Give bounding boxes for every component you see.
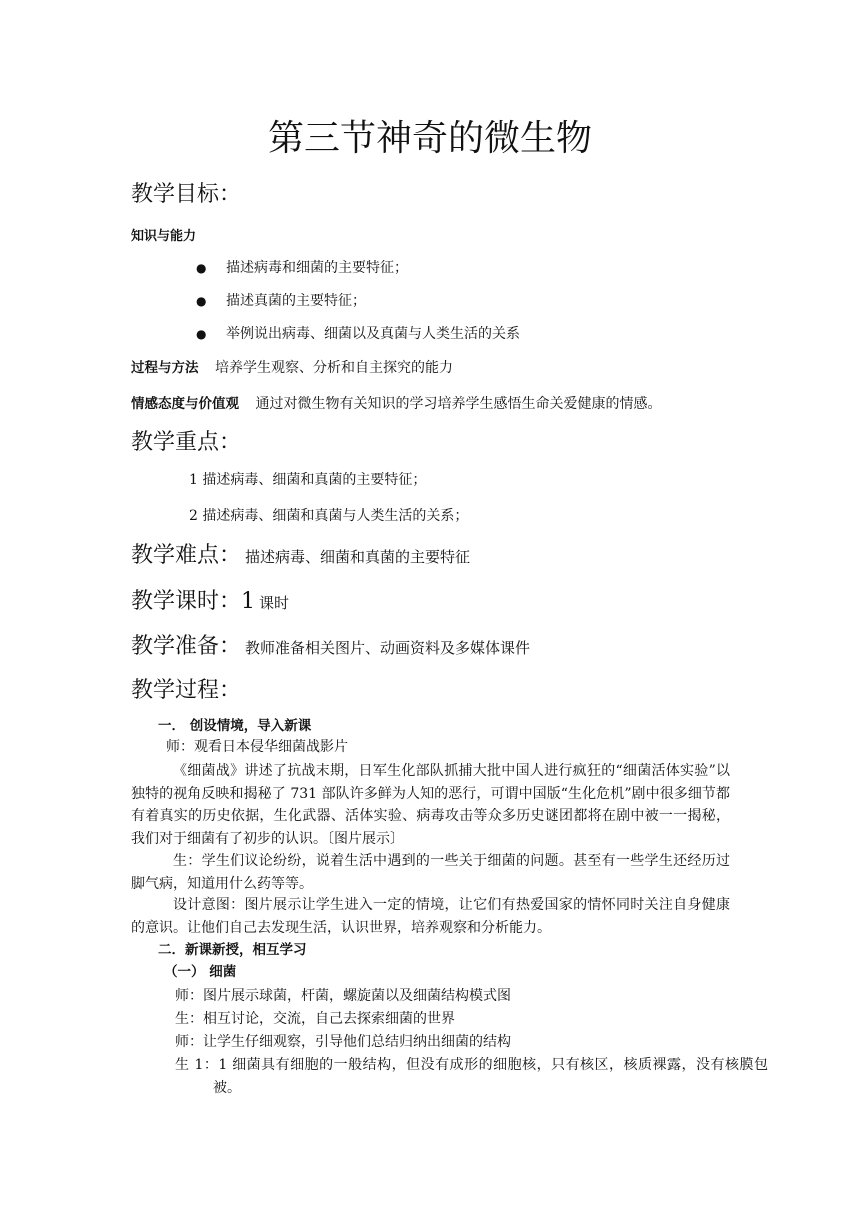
process-label: 过程与方法	[131, 360, 199, 376]
bullet-dot-icon: ●	[196, 327, 207, 341]
bullet-item: ● 描述真菌的主要特征；	[196, 290, 366, 312]
bullet-item: ● 举例说出病毒、细菌以及真菌与人类生活的关系	[196, 323, 520, 345]
difficulty-line	[131, 541, 470, 572]
attitude-text: 通过对微生物有关知识的学习培养学生感悟生命关爱健康的情感。	[255, 396, 662, 412]
bullet-item: ● 描述病毒和细菌的主要特征；	[196, 257, 408, 279]
page-title: 第三节神奇的微生物	[267, 118, 592, 159]
attitude-label: 情感态度与价值观	[131, 396, 239, 412]
subsection-bacteria: （一） 细菌	[164, 964, 237, 980]
objectives-heading: 教学目标：	[131, 182, 242, 207]
process-text: 培养学生观察、分析和自主探究的能力	[214, 360, 453, 376]
key-points-heading: 教学重点：	[131, 430, 242, 455]
intro-paragraph: 《细菌战》讲述了抗战末期，日军生化部队抓捕大批中国人进行疯狂的“细菌活体实验”以独特的视角反映和揭秘了 731 部队许多鲜为人知的恶行，可谓中国版“生化危机”剧中很多细节都有着真实的历史依据，生化武器、活体实验、病毒攻击等众多历史谜团都将在剧中被一一揭秘，我们对于细菌有了初步的认识。〔图片展示〕	[131, 763, 730, 847]
process-heading: 教学过程：	[131, 678, 242, 703]
section-two-title: 二．新课新授，相互学习	[158, 942, 307, 958]
process-method-line	[131, 357, 453, 379]
teacher-line: 师：观看日本侵华细菌战影片	[166, 739, 348, 755]
bullet-dot-icon: ●	[196, 261, 207, 275]
student-answer-paragraph: 生 1：1 细菌具有细胞的一般结构，但没有成形的细胞核，只有核区，核质裸露，没有核膜包被。	[175, 1057, 768, 1096]
prep-text: 教师准备相关图片、动画资料及多媒体课件	[245, 639, 531, 657]
attitude-line	[131, 393, 661, 415]
difficulty-heading: 教学难点：	[131, 543, 242, 568]
hours-unit: 课时	[259, 594, 290, 612]
prep-heading: 教学准备：	[131, 634, 242, 659]
dialogue-line: 师：图片展示球菌，杆菌，螺旋菌以及细菌结构模式图	[175, 988, 511, 1004]
difficulty-text: 描述病毒、细菌和真菌的主要特征	[245, 548, 471, 566]
key-point-item: 2 描述病毒、细菌和真菌与人类生活的关系；	[189, 508, 469, 524]
prep-line	[131, 632, 530, 663]
knowledge-label: 知识与能力	[131, 229, 197, 244]
design-paragraph: 设计意图：图片展示让学生进入一定的情境，让它们有热爱国家的情怀同时关注自身健康的意识。让他们自己去发现生活，认识世界，培养观察和分析能力。	[131, 897, 730, 936]
student-paragraph: 生：学生们议论纷纷，说着生活中遇到的一些关于细菌的问题。甚至有一些学生还经历过脚气病，知道用什么药等等。	[131, 853, 730, 892]
hours-number: 1	[241, 589, 256, 614]
dialogue-line: 师：让学生仔细观察，引导他们总结归纳出细菌的结构	[175, 1034, 511, 1050]
key-point-item: 1 描述病毒、细菌和真菌的主要特征；	[189, 472, 427, 488]
hours-line	[131, 587, 289, 618]
bullet-dot-icon: ●	[196, 294, 207, 308]
hours-heading: 教学课时：	[131, 589, 242, 614]
section-one-title: 一． 创设情境，导入新课	[158, 718, 312, 734]
dialogue-line: 生：相互讨论，交流，自己去探索细菌的世界	[175, 1011, 455, 1027]
